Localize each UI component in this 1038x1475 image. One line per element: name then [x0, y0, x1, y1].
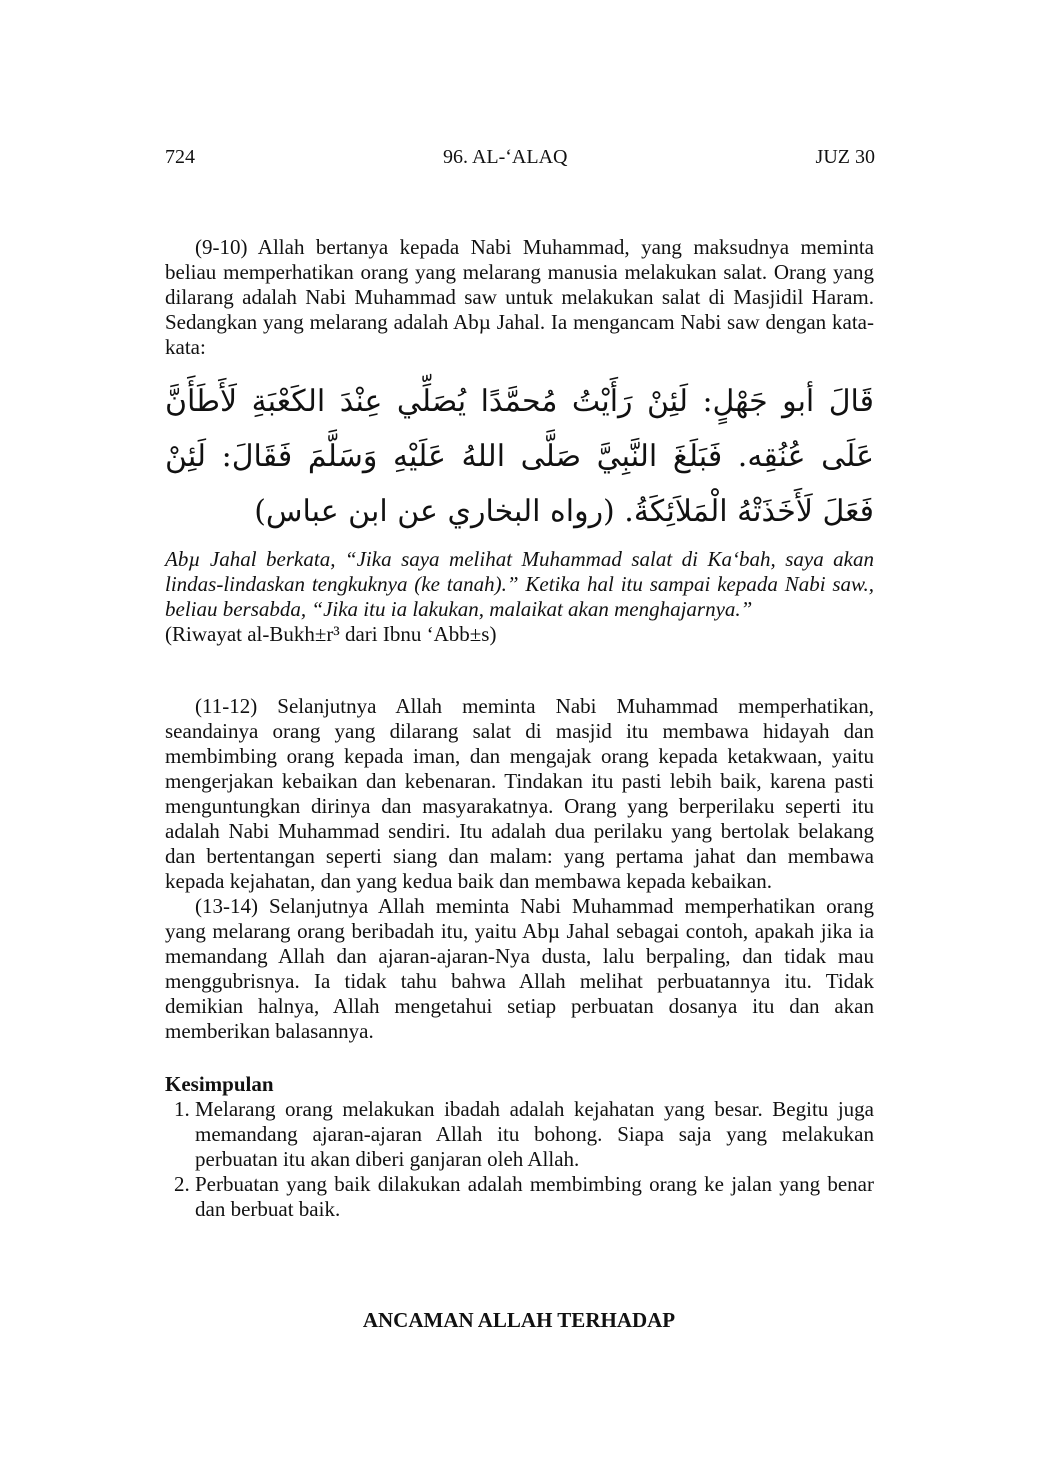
list-item: 1. Melarang orang melakukan ibadah adalah kejahatan yang besar. Begitu juga memandang ajaran-ajaran Allah itu bohong. Siapa saja yang melakukan perbuatan itu akan diberi ganjaran oleh Allah. [195, 1097, 874, 1172]
hadith-translation [165, 547, 874, 647]
juz-label: JUZ 30 [815, 146, 875, 168]
next-section-title: ANCAMAN ALLAH TERHADAP [362, 1308, 676, 1332]
translation-source: (Riwayat al-Bukh±r³ dari Ibnu ‘Abb±s) [165, 622, 497, 646]
paragraph-11-14 [165, 694, 874, 1044]
running-header [165, 145, 875, 170]
paragraph-text: (9-10) Allah bertanya kepada Nabi Muhammad, yang maksudnya meminta beliau memperhatikan orang yang melarang manusia melakukan salat. Orang yang dilarang adalah Nabi Muhammad saw untuk melakukan salat di Masjidil Haram. Sedangkan yang melarang adalah Abµ Jahal. Ia mengancam Nabi saw dengan kata-kata: [165, 235, 874, 359]
conclusion-list [165, 1097, 874, 1222]
page-body [165, 235, 874, 1222]
translation-text: Abµ Jahal berkata, “Jika saya melihat Muhammad salat di Ka‘bah, saya akan lindas-lindaskan tengkuknya (ke tanah).” Ketika hal itu sampai kepada Nabi saw., beliau bersabda, “Jika itu ia lakukan, malaikat akan menghajarnya.” [165, 547, 874, 621]
page-number: 724 [165, 146, 195, 168]
arabic-text: قَالَ أبو جَهْلٍ: لَئِنْ رَأَيْتُ مُحمَّدًا يُصَلِّي عِنْدَ الكَعْبَةِ لَأَطَأَنَّ عَلَى عُنُقِه. فَبَلَغَ النَّبِيَّ صَلَّى اللهُ عَلَيْهِ وَسَلَّمَ فَقَالَ: لَئِنْ فَعَلَ لَأَخَذَتْهُ الْمَلاَئِكَةُ. (رواه البخاري عن ابن عباس) [165, 384, 874, 529]
paragraph-13-14: (13-14) Selanjutnya Allah meminta Nabi Muhammad memperhatikan orang yang melarang orang beribadah itu, yaitu Abµ Jahal sebagai contoh, apakah jika ia memandang Allah dan ajaran-ajaran-Nya dusta, lalu berpaling, dan tidak mau menggubrisnya. Ia tidak tahu bahwa Allah melihat perbuatannya itu. Tidak demikian halnya, Allah mengetahui setiap perbuatan dosanya itu dan akan memberikan balasannya. [165, 894, 874, 1043]
list-item: 2. Perbuatan yang baik dilakukan adalah membimbing orang ke jalan yang benar dan berbuat baik. [195, 1172, 874, 1222]
paragraph-9-10 [165, 235, 874, 360]
surah-title: 96. AL-‘ALAQ [443, 146, 568, 168]
arabic-hadith [165, 374, 874, 539]
conclusion-heading: Kesimpulan [165, 1072, 274, 1096]
conclusion-section [165, 1072, 874, 1222]
paragraph-11-12: (11-12) Selanjutnya Allah meminta Nabi Muhammad memperhatikan, seandainya orang yang dilarang salat di masjid itu membawa hidayah dan membimbing orang kepada iman, dan mengajak orang kepada ketakwaan, yaitu mengerjakan kebaikan dan kebenaran. Tindakan itu pasti lebih baik, karena pasti menguntungkan dirinya dan masyarakatnya. Orang yang berperilaku seperti itu adalah Nabi Muhammad sendiri. Itu adalah dua perilaku yang bertolak belakang dan bertentangan seperti siang dan malam: yang pertama jahat dan membawa kepada kejahatan, dan yang kedua baik dan membawa kepada kebaikan. [165, 694, 874, 893]
